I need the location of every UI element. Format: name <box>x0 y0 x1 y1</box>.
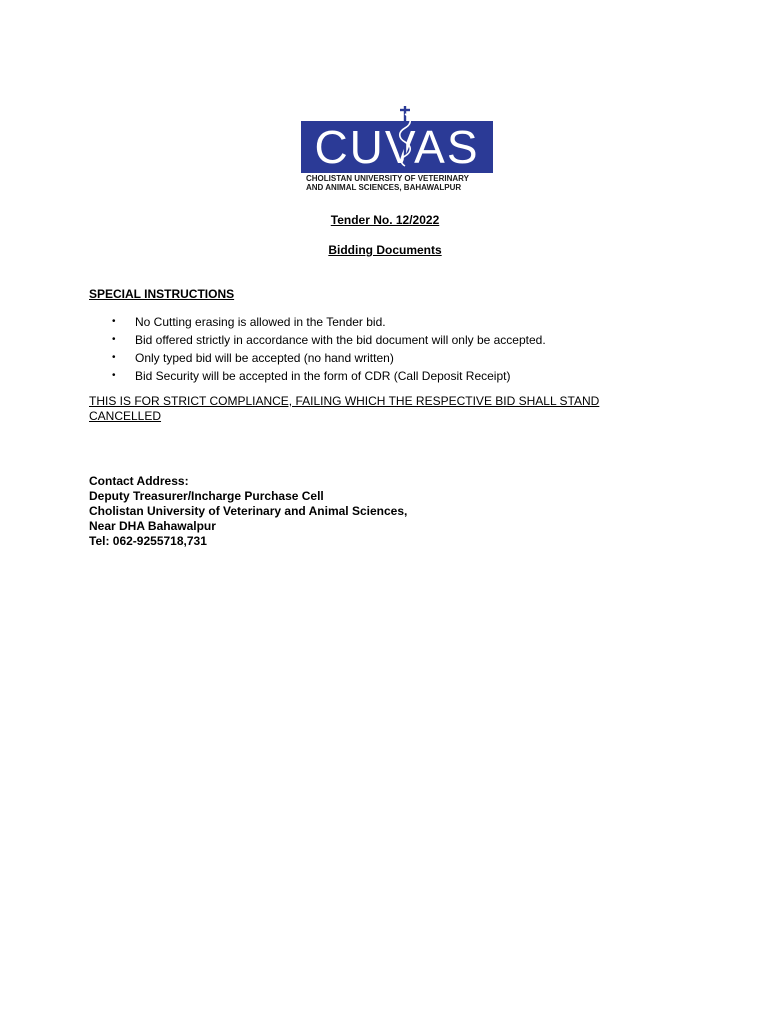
bullet-icon: • <box>112 352 116 363</box>
list-item <box>112 331 546 349</box>
contact-line-2: Cholistan University of Veterinary and Animal Sciences, <box>89 504 408 518</box>
list-item <box>112 313 546 331</box>
tender-number-heading: Tender No. 12/2022 <box>330 213 440 227</box>
contact-address-block <box>89 474 407 549</box>
special-instructions-list <box>112 313 546 385</box>
list-item <box>112 367 546 385</box>
contact-line-3: Near DHA Bahawalpur <box>89 519 216 533</box>
bidding-documents-heading: Bidding Documents <box>328 243 442 257</box>
logo-letters: CUVAS <box>314 121 480 173</box>
contact-label: Contact Address: <box>89 474 189 488</box>
list-item-text: Bid offered strictly in accordance with the bid document will only be accepted. <box>135 333 546 347</box>
contact-line-1: Deputy Treasurer/Incharge Purchase Cell <box>89 489 324 503</box>
list-item-text: No Cutting erasing is allowed in the Tender bid. <box>135 315 386 329</box>
bullet-icon: • <box>112 334 116 345</box>
list-item <box>112 349 546 367</box>
bullet-icon: • <box>112 370 116 381</box>
bullet-icon: • <box>112 316 116 327</box>
logo-caption-line1: CHOLISTAN UNIVERSITY OF VETERINARY <box>306 174 469 183</box>
logo-caption-line2: AND ANIMAL SCIENCES, BAHAWALPUR <box>306 183 462 192</box>
compliance-notice: THIS IS FOR STRICT COMPLIANCE, FAILING WHICH THE RESPECTIVE BID SHALL STAND CANCELLED <box>89 394 600 423</box>
university-logo <box>301 104 493 192</box>
special-instructions-title: SPECIAL INSTRUCTIONS <box>89 287 235 301</box>
list-item-text: Only typed bid will be accepted (no hand written) <box>135 351 394 365</box>
list-item-text: Bid Security will be accepted in the form of CDR (Call Deposit Receipt) <box>135 369 511 383</box>
contact-telephone: Tel: 062-9255718,731 <box>89 534 207 548</box>
caduceus-icon <box>397 104 413 174</box>
logo-caption <box>306 174 496 192</box>
